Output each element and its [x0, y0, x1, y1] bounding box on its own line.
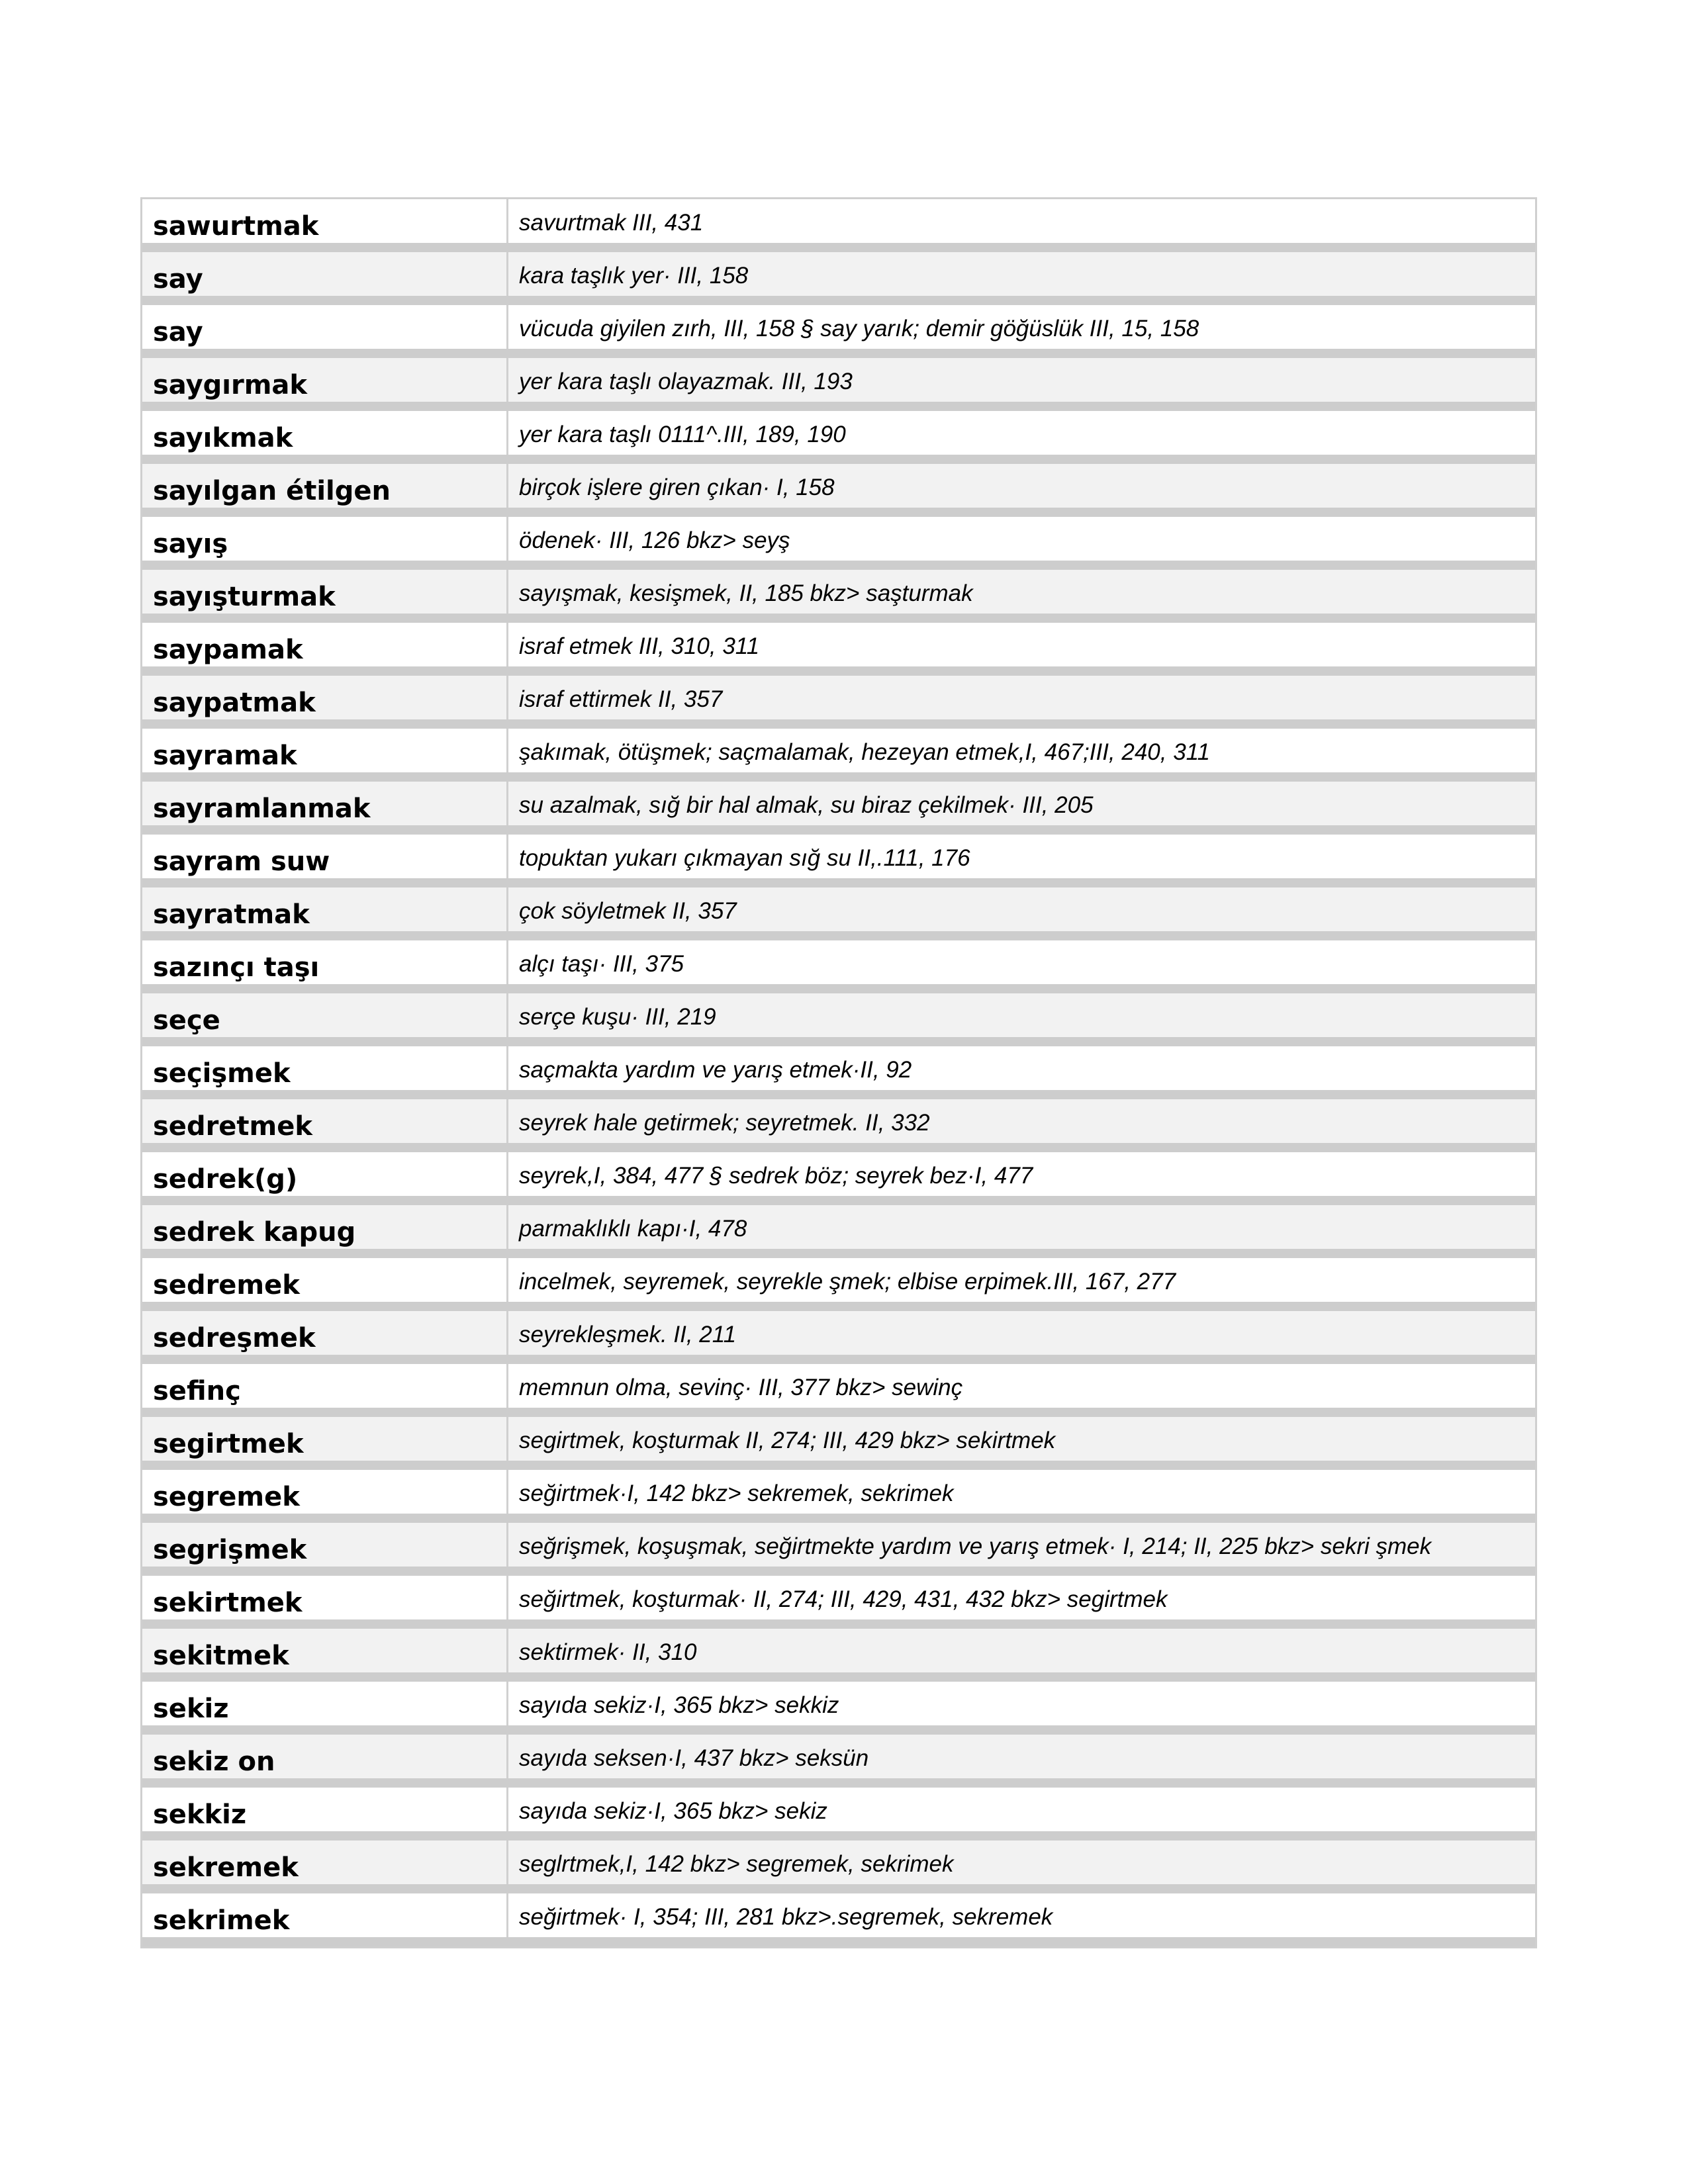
entry-definition: savurtmak III, 431: [519, 210, 704, 236]
entry-term: sekirtmek: [142, 1576, 508, 1619]
table-row: [142, 676, 1535, 729]
entry-definition: seğrişmek, koşuşmak, seğirtmekte yardım ve yarış etmek· I, 214; II, 225 bkz> sekri şmek: [519, 1533, 1432, 1559]
entry-definition: israf etmek III, 310, 311: [519, 633, 760, 659]
table-row: [142, 1629, 1535, 1682]
entry-definition: çok söyletmek II, 357: [519, 898, 737, 924]
entry-term: sedrek kapug: [142, 1205, 508, 1249]
entry-term: sedrek(g): [142, 1152, 508, 1196]
table-row: [142, 1576, 1535, 1629]
table-row: [142, 1893, 1535, 1946]
table-row: [142, 1470, 1535, 1523]
entry-definition: ödenek· III, 126 bkz> seyş: [519, 527, 790, 553]
entry-definition: israf ettirmek II, 357: [519, 686, 723, 712]
entry-definition: vücuda giyilen zırh, III, 158 § say yarık; demir göğüslük III, 15, 158: [519, 316, 1199, 341]
entry-term: sayışturmak: [142, 570, 508, 614]
entry-definition: serçe kuşu· III, 219: [519, 1004, 716, 1030]
entry-definition: şakımak, ötüşmek; saçmalamak, hezeyan etmek,I, 467;III, 240, 311: [519, 739, 1211, 765]
entry-term: segremek: [142, 1470, 508, 1514]
entry-term: seçe: [142, 993, 508, 1037]
table-row: [142, 1152, 1535, 1205]
entry-term: sayram suw: [142, 835, 508, 878]
entry-term: saygırmak: [142, 358, 508, 402]
dictionary-table: [140, 197, 1537, 1948]
table-row: [142, 1364, 1535, 1417]
entry-definition: seğirtmek·I, 142 bkz> sekremek, sekrimek: [519, 1480, 954, 1506]
entry-term: segrişmek: [142, 1523, 508, 1567]
entry-term: sekkiz: [142, 1788, 508, 1831]
entry-term: sekremek: [142, 1841, 508, 1884]
table-row: [142, 1523, 1535, 1576]
table-row: [142, 993, 1535, 1046]
entry-definition: saçmakta yardım ve yarış etmek·II, 92: [519, 1057, 912, 1083]
table-row: [142, 729, 1535, 782]
entry-definition: yer kara taşlı 0111^.III, 189, 190: [519, 422, 846, 447]
entry-definition: su azalmak, sığ bir hal almak, su biraz çekilmek· III, 205: [519, 792, 1094, 818]
entry-term: saypamak: [142, 623, 508, 666]
table-row: [142, 835, 1535, 887]
entry-term: sayratmak: [142, 887, 508, 931]
entry-definition: memnun olma, sevinç· III, 377 bkz> sewinç: [519, 1375, 963, 1400]
table-row: [142, 517, 1535, 570]
entry-term: seçişmek: [142, 1046, 508, 1090]
entry-term: sekiz: [142, 1682, 508, 1725]
entry-term: say: [142, 305, 508, 349]
entry-term: sawurtmak: [142, 199, 508, 243]
entry-definition: topuktan yukarı çıkmayan sığ su II,.111, 176: [519, 845, 970, 871]
entry-term: saypatmak: [142, 676, 508, 719]
entry-definition: incelmek, seyremek, seyrekle şmek; elbise erpimek.III, 167, 277: [519, 1269, 1176, 1295]
entry-definition: seyrek hale getirmek; seyretmek. II, 332: [519, 1110, 930, 1136]
entry-term: sedreşmek: [142, 1311, 508, 1355]
entry-term: sedremek: [142, 1258, 508, 1302]
entry-definition: sayışmak, kesişmek, II, 185 bkz> saşturmak: [519, 580, 973, 606]
table-row: [142, 1258, 1535, 1311]
entry-term: sayılgan étilgen: [142, 464, 508, 508]
entry-definition: seyrek,I, 384, 477 § sedrek böz; seyrek bez·I, 477: [519, 1163, 1033, 1189]
table-row: [142, 1311, 1535, 1364]
entry-term: sedretmek: [142, 1099, 508, 1143]
entry-definition: yer kara taşlı olayazmak. III, 193: [519, 369, 853, 394]
entry-definition: sayıda sekiz·I, 365 bkz> sekiz: [519, 1798, 827, 1824]
entry-definition: birçok işlere giren çıkan· I, 158: [519, 475, 835, 500]
entry-definition: seğirtmek, koşturmak· II, 274; III, 429, 431, 432 bkz> segirtmek: [519, 1586, 1168, 1612]
entry-term: say: [142, 252, 508, 296]
entry-term: sayramak: [142, 729, 508, 772]
entry-definition: parmaklıklı kapı·I, 478: [519, 1216, 747, 1242]
table-row: [142, 887, 1535, 940]
entry-term: segirtmek: [142, 1417, 508, 1461]
table-row: [142, 358, 1535, 411]
entry-definition: alçı taşı· III, 375: [519, 951, 684, 977]
table-row: [142, 1788, 1535, 1841]
table-row: [142, 1099, 1535, 1152]
entry-definition: sayıda sekiz·I, 365 bkz> sekkiz: [519, 1692, 839, 1718]
entry-term: sayıkmak: [142, 411, 508, 455]
table-row: [142, 252, 1535, 305]
entry-term: sazınçı taşı: [142, 940, 508, 984]
table-row: [142, 782, 1535, 835]
entry-term: sekitmek: [142, 1629, 508, 1672]
entry-term: sayış: [142, 517, 508, 561]
table-row: [142, 1205, 1535, 1258]
table-row: [142, 1841, 1535, 1893]
entry-term: sayramlanmak: [142, 782, 508, 825]
table-row: [142, 411, 1535, 464]
entry-definition: seglrtmek,I, 142 bkz> segremek, sekrimek: [519, 1851, 954, 1877]
table-row: [142, 305, 1535, 358]
entry-definition: segirtmek, koşturmak II, 274; III, 429 bkz> sekirtmek: [519, 1428, 1056, 1453]
entry-term: sekrimek: [142, 1893, 508, 1937]
entry-term: sekiz on: [142, 1735, 508, 1778]
table-row: [142, 1735, 1535, 1788]
table-row: [142, 199, 1535, 252]
entry-definition: kara taşlık yer· III, 158: [519, 263, 749, 289]
entry-definition: sektirmek· II, 310: [519, 1639, 697, 1665]
table-row: [142, 1046, 1535, 1099]
entry-definition: seğirtmek· I, 354; III, 281 bkz>.segremek, sekremek: [519, 1904, 1053, 1930]
table-row: [142, 1682, 1535, 1735]
table-row: [142, 623, 1535, 676]
entry-term: sefinç: [142, 1364, 508, 1408]
table-row: [142, 1417, 1535, 1470]
table-row: [142, 940, 1535, 993]
table-row: [142, 464, 1535, 517]
table-row: [142, 570, 1535, 623]
entry-definition: seyrekleşmek. II, 211: [519, 1322, 737, 1347]
entry-definition: sayıda seksen·I, 437 bkz> seksün: [519, 1745, 869, 1771]
